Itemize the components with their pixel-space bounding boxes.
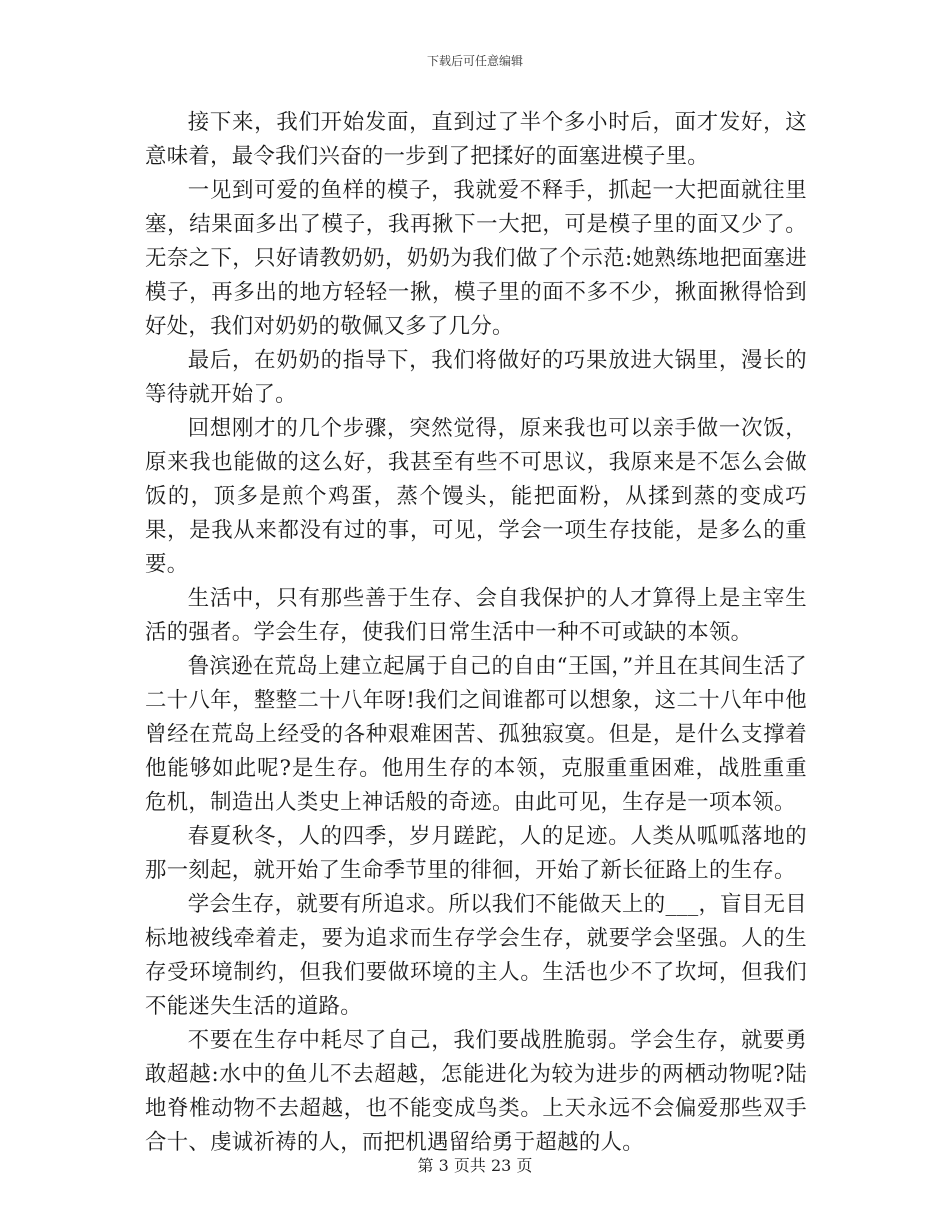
page-header: 下载后可任意编辑	[426, 54, 523, 68]
paragraph: 鲁滨逊在荒岛上建立起属于自己的自由“王国，”并且在其间生活了二十八年，整整二十八年呀!我们之间谁都可以想象，这二十八年中他曾经在荒岛上经受的各种艰难困苦、孤独寂寞。但是，是什么支撑着他能够如此呢?是生存。他用生存的本领，克服重重困难，战胜重重危机，制造出人类史上神话般的奇迹。由此可见，生存是一项本领。	[145, 654, 807, 815]
paragraph: 春夏秋冬，人的四季，岁月蹉跎，人的足迹。人类从呱呱落地的那一刻起，就开始了生命季节里的徘徊，开始了新长征路上的生存。	[145, 824, 807, 883]
paragraph: 不要在生存中耗尽了自己，我们要战胜脆弱。学会生存，就要勇敢超越:水中的鱼儿不去超越，怎能进化为较为进步的两栖动物呢?陆地脊椎动物不去超越，也不能变成鸟类。上天永远不会偏爱那些双手合十、虔诚祈祷的人，而把机遇留给勇于超越的人。	[145, 1028, 807, 1155]
paragraph: 回想刚才的几个步骤，突然觉得，原来我也可以亲手做一次饭，原来我也能做的这么好，我甚至有些不可思议，我原来是不怎么会做饭的，顶多是煎个鸡蛋，蒸个馒头，能把面粉，从揉到蒸的变成巧果，是我从来都没有过的事，可见，学会一项生存技能，是多么的重要。	[145, 416, 807, 577]
document-body	[145, 106, 807, 1160]
paragraph: 学会生存，就要有所追求。所以我们不能做天上的___，盲目无目标地被线牵着走，要为追求而生存学会生存，就要学会坚强。人的生存受环境制约，但我们要做环境的主人。生活也少不了坎坷，但我们不能迷失生活的道路。	[145, 892, 807, 1019]
paragraph: 一见到可爱的鱼样的模子，我就爱不释手，抓起一大把面就往里塞，结果面多出了模子，我再揪下一大把，可是模子里的面又少了。无奈之下，只好请教奶奶，奶奶为我们做了个示范:她熟练地把面塞进模子，再多出的地方轻轻一揪，模子里的面不多不少，揪面揪得恰到好处，我们对奶奶的敬佩又多了几分。	[145, 178, 807, 339]
paragraph: 最后，在奶奶的指导下，我们将做好的巧果放进大锅里，漫长的等待就开始了。	[145, 348, 807, 407]
paragraph: 生活中，只有那些善于生存、会自我保护的人才算得上是主宰生活的强者。学会生存，使我们日常生活中一种不可或缺的本领。	[145, 586, 807, 645]
paragraph: 接下来，我们开始发面，直到过了半个多小时后，面才发好，这意味着，最令我们兴奋的一步到了把揉好的面塞进模子里。	[145, 110, 807, 169]
page-number: 第 3 页共 23 页	[417, 1156, 533, 1175]
